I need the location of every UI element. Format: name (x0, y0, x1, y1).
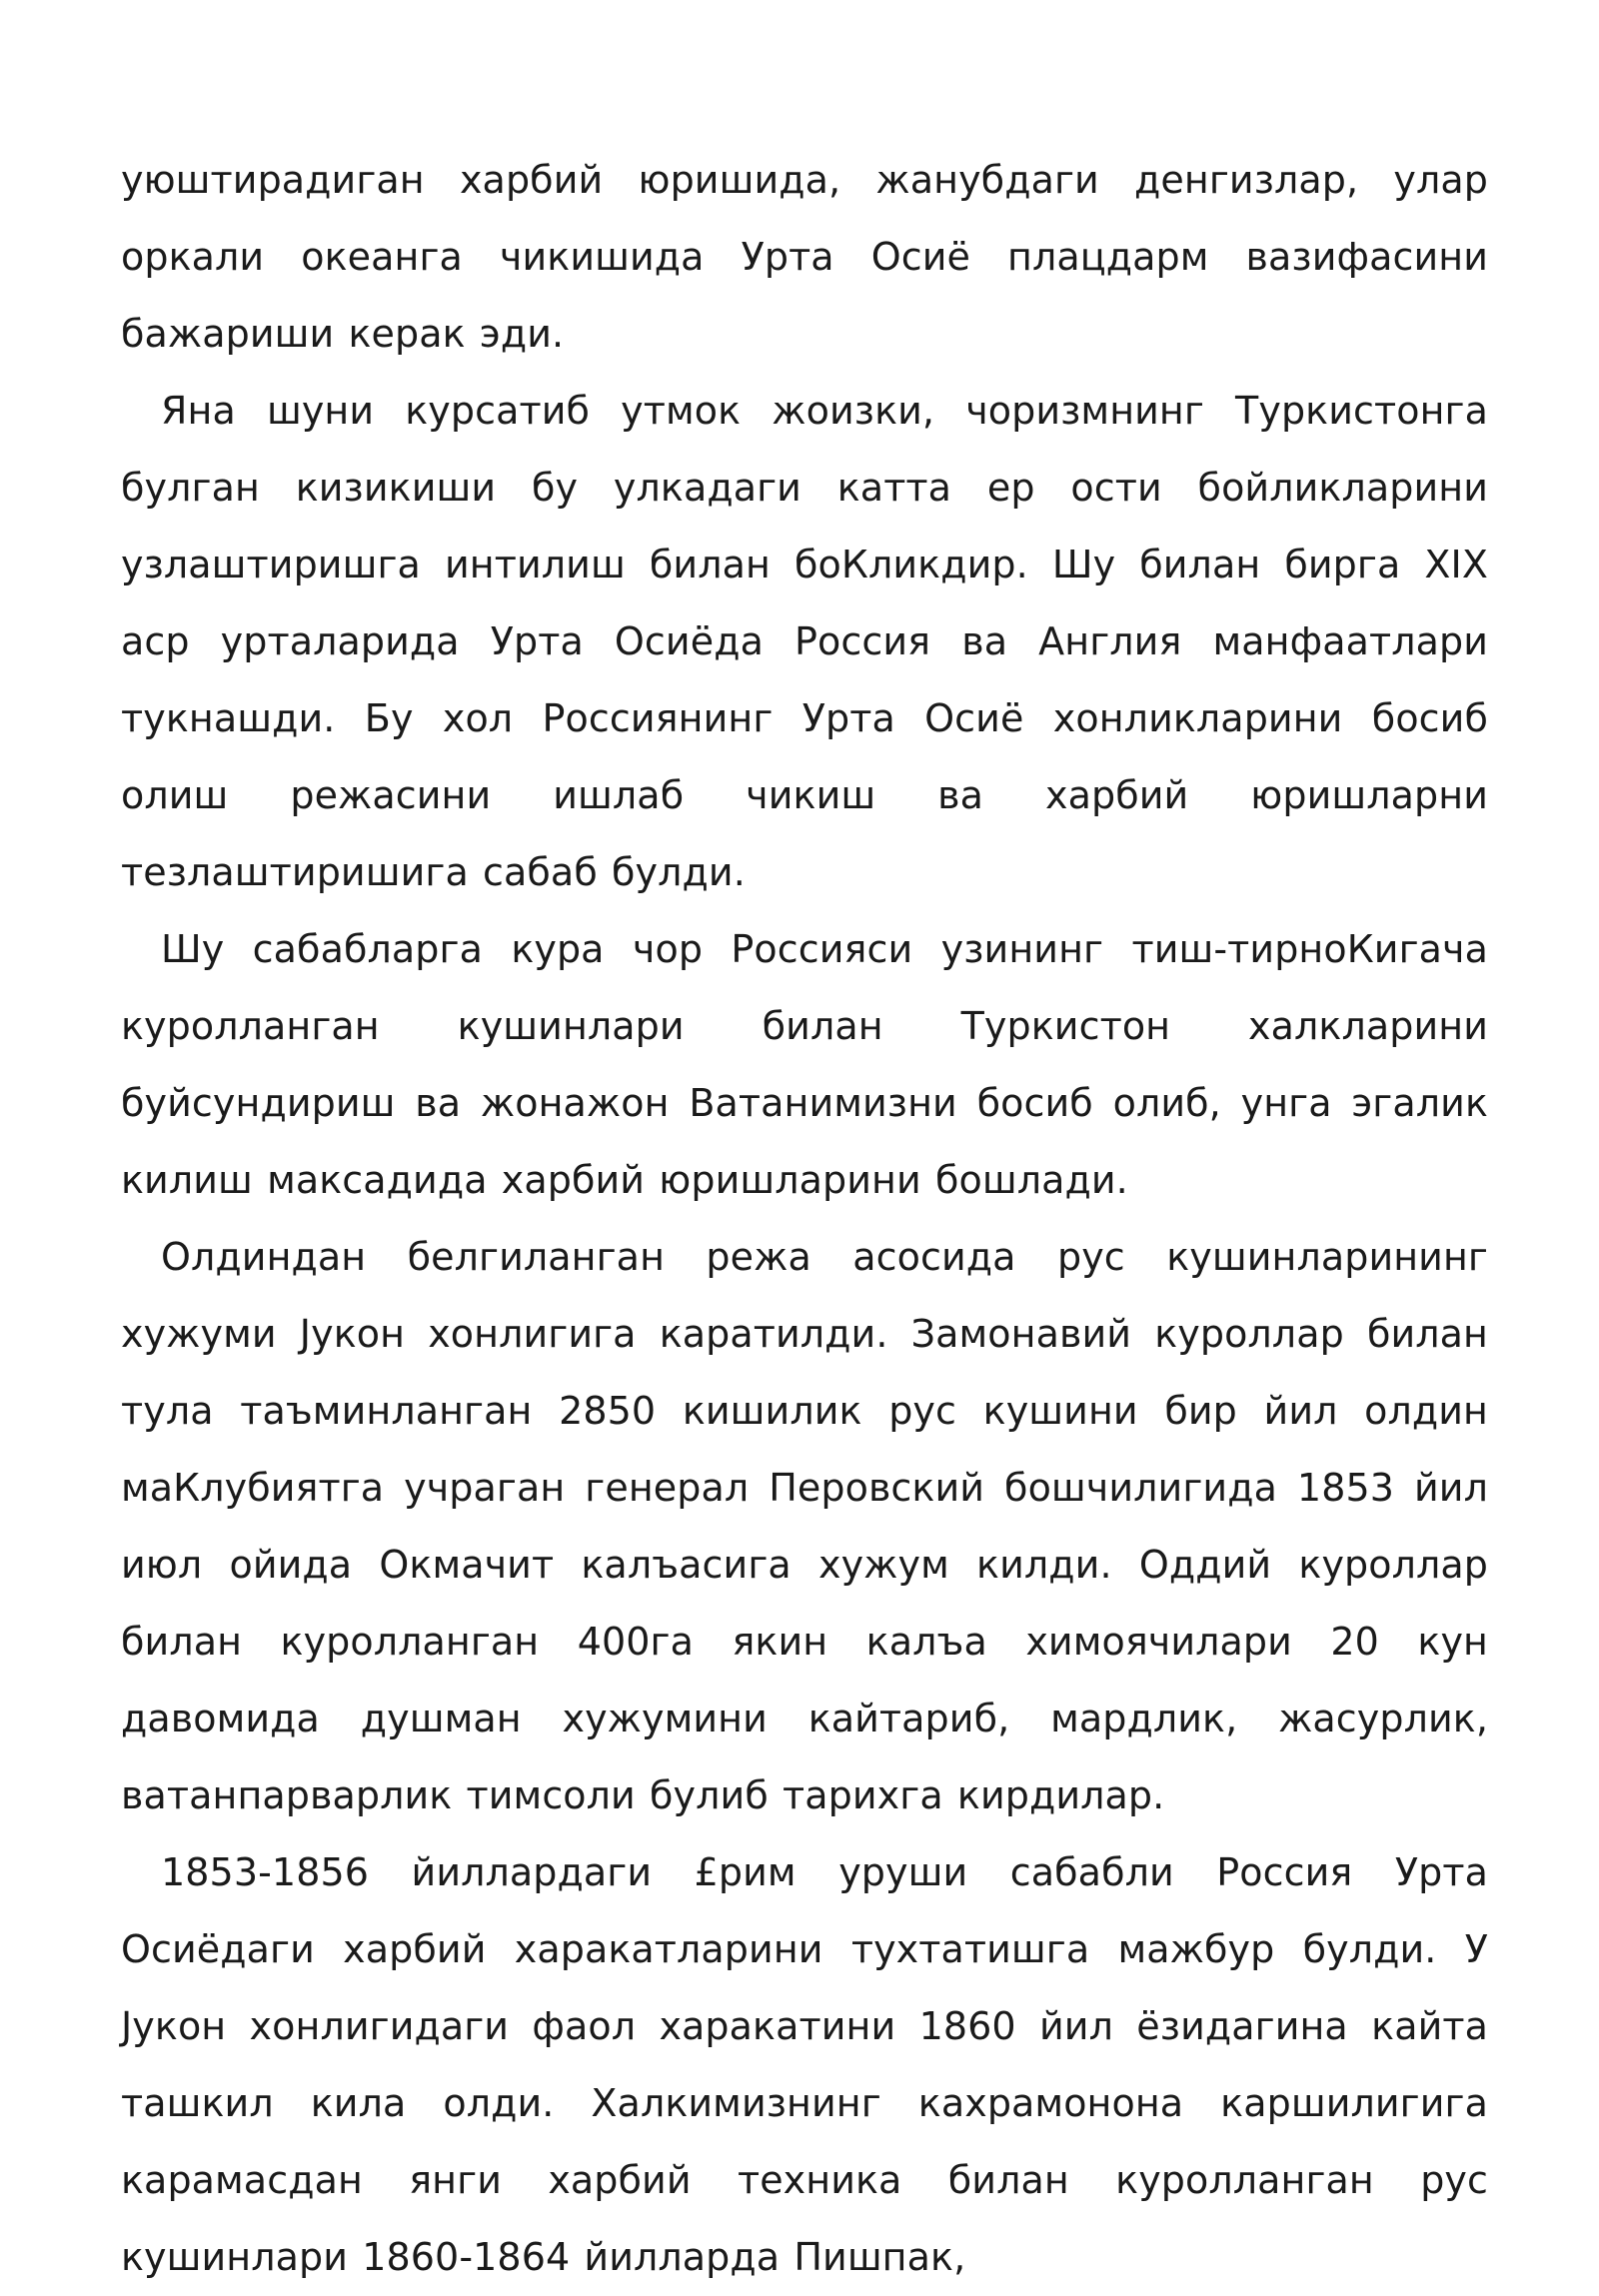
paragraph-3: Шу сабабларга кура чор Россияси узининг тиш-тирноКигача куролланган кушинлари билан Туркистон халкларини буйсундириш ва жонажон Ватанимизни босиб олиб, унга эгалик килиш максадида харбий юришларини бошлади. (121, 927, 1488, 1202)
paragraph-1: уюштирадиган харбий юришида, жанубдаги денгизлар, улар оркали океанга чикишида Урта Осиё плацдарм вазифасини бажариши керак эди. (121, 158, 1488, 356)
paragraph-5: 1853-1856 йиллардаги £рим уруши сабабли Россия Урта Осиёдаги харбий харакатларини тухтатишга мажбур булди. У Јукон хонлигидаги фаол харакатини 1860 йил ёзидагина кайта ташкил кила олди. Халкимизнинг кахрамонона каршилигига карамасдан янги харбий техника билан куролланган рус кушинлари 1860-1864 йилларда Пишпак, (121, 1850, 1488, 2279)
document-body (121, 142, 1488, 2296)
paragraph-4: Олдиндан белгиланган режа асосида рус кушинларининг хужуми Јукон хонлигига каратилди. Замонавий куроллар билан тула таъминланган 2850 кишилик рус кушини бир йил олдин маКлубиятга учраган генерал Перовский бошчилигида 1853 йил июл ойида Окмачит калъасига хужум килди. Оддий куроллар билан куролланган 400га якин калъа химоячилари 20 кун давомида душман хужумини кайтариб, мардлик, жасурлик, ватанпарварлик тимсоли булиб тарихга кирдилар. (121, 1235, 1488, 1817)
paragraph-2: Яна шуни курсатиб утмок жоизки, чоризмнинг Туркистонга булган кизикиши бу улкадаги катта ер ости бойликларини узлаштиришга интилиш билан боКликдир. Шу билан бирга XIX аср урталарида Урта Осиёда Россия ва Англия манфаатлари тукнашди. Бу хол Россиянинг Урта Осиё хонликларини босиб олиш режасини ишлаб чикиш ва харбий юришларни тезлаштиришига сабаб булди. (121, 389, 1488, 894)
